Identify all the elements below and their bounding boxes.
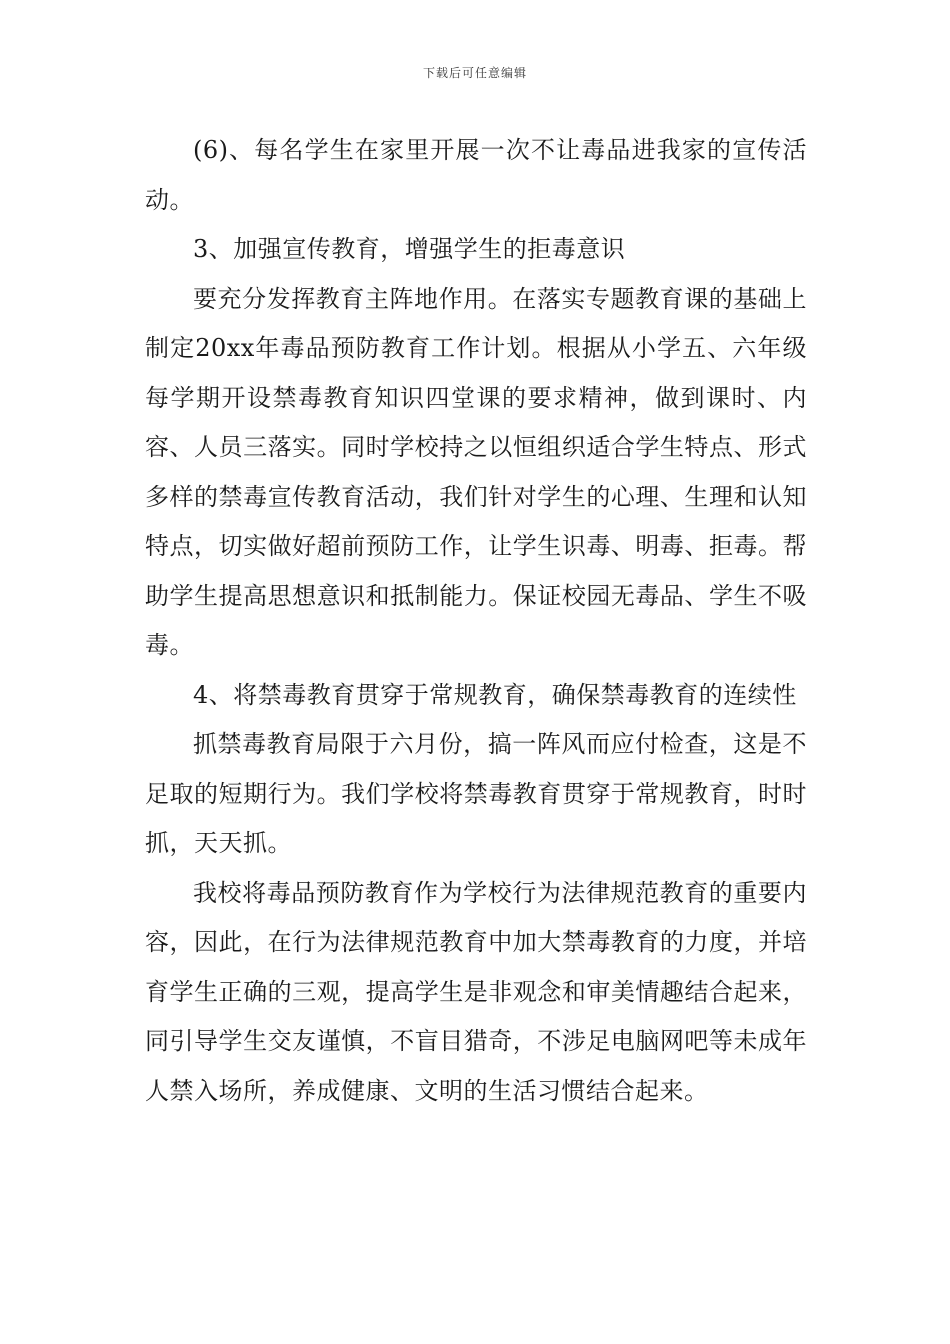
document-body <box>145 126 807 1116</box>
paragraph-routine: 抓禁毒教育局限于六月份，搞一阵风而应付检查，这是不足取的短期行为。我们学校将禁毒教育贯穿于常规教育，时时抓，天天抓。 <box>145 730 807 857</box>
section-heading-3: 3、加强宣传教育，增强学生的拒毒意识 <box>193 235 626 263</box>
section-heading-4: 4、将禁毒教育贯穿于常规教育，确保禁毒教育的连续性 <box>193 680 797 709</box>
page-header: 下载后可任意编辑 <box>422 66 527 80</box>
paragraph-education: 要充分发挥教育主阵地作用。在落实专题教育课的基础上制定20xx年毒品预防教育工作计划。根据从小学五、六年级每学期开设禁毒教育知识四堂课的要求精神，做到课时、内容、人员三落实。同时学校持之以恒组织适合学生特点、形式多样的禁毒宣传教育活动，我们针对学生的心理、生理和认知特点，切实做好超前预防工作，让学生识毒、明毒、拒毒。帮助学生提高思想意识和抵制能力。保证校园无毒品、学生不吸毒。 <box>145 284 807 659</box>
paragraph-law-education: 我校将毒品预防教育作为学校行为法律规范教育的重要内容，因此，在行为法律规范教育中加大禁毒教育的力度，并培育学生正确的三观，提高学生是非观念和审美情趣结合起来，同引导学生交友谨慎，不盲目猎奇，不涉足电脑网吧等未成年人禁入场所，养成健康、文明的生活习惯结合起来。 <box>145 878 807 1105</box>
paragraph-item-6: (6)、每名学生在家里开展一次不让毒品进我家的宣传活动。 <box>145 136 807 214</box>
